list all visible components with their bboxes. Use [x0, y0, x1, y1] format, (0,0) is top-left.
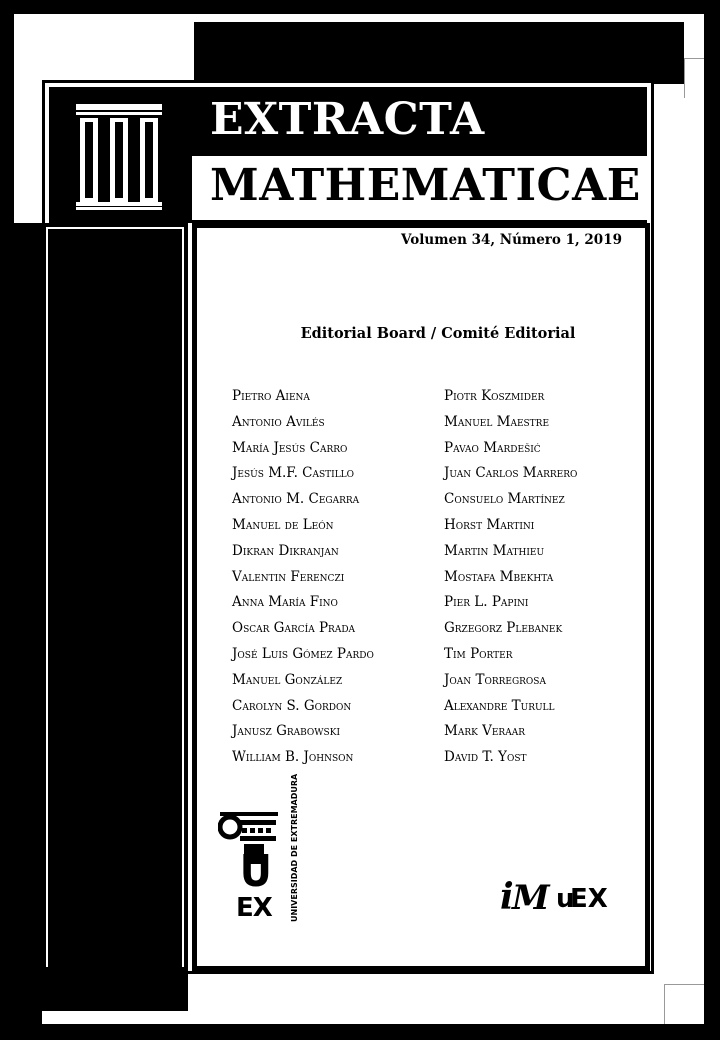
- uex-capital-icon: [218, 810, 280, 846]
- member-name: Juan Carlos Marrero: [444, 465, 578, 482]
- imuex-letter-u: u: [556, 884, 575, 914]
- member-name: Carolyn S. Gordon: [232, 697, 352, 714]
- member-name: Pier L. Papini: [444, 594, 529, 611]
- journal-cover: [14, 14, 704, 1024]
- member-name: Dikran Dikranjan: [232, 542, 339, 559]
- journal-title-line2: MATHEMATICAE: [210, 160, 641, 211]
- left-column-inner-border-l: [46, 227, 48, 967]
- member-name: Tim Porter: [444, 645, 513, 662]
- university-logo: [218, 773, 308, 926]
- crop-mark: [664, 984, 665, 1024]
- member-name: Manuel González: [232, 671, 343, 688]
- member-name: Anna María Fino: [232, 594, 338, 611]
- member-name: Pietro Aiena: [232, 388, 310, 404]
- member-name: Piotr Koszmider: [444, 388, 545, 404]
- member-name: María Jesús Carro: [232, 439, 348, 456]
- uex-letter-ex: EX: [236, 893, 272, 923]
- member-name: Alexandre Turull: [444, 697, 555, 714]
- top-black-band: [194, 22, 684, 84]
- left-sidebar: [14, 223, 42, 1024]
- imuex-letter-m: M: [512, 878, 550, 918]
- member-name: Antonio M. Cegarra: [232, 491, 360, 508]
- member-name: Janusz Grabowski: [232, 723, 340, 740]
- column-logo-icon: [74, 102, 164, 212]
- members-right-column: [444, 384, 577, 771]
- member-name: William B. Johnson: [232, 749, 354, 766]
- uex-letter-u: U: [239, 846, 272, 897]
- member-name: Consuelo Martínez: [444, 491, 565, 508]
- crop-mark: [684, 58, 704, 59]
- journal-title-line1: EXTRACTA: [210, 94, 485, 145]
- member-name: Mostafa Mbekhta: [444, 568, 554, 585]
- member-name: Pavao Mardešić: [444, 439, 541, 456]
- editorial-board-heading: Editorial Board / Comité Editorial: [300, 325, 576, 342]
- imuex-logo: [498, 874, 618, 924]
- left-column-fill: [50, 231, 180, 965]
- volume-info: Volumen 34, Número 1, 2019: [401, 232, 622, 248]
- uex-vertical-text: UNIVERSIDAD DE EXTREMADURA: [290, 773, 299, 922]
- member-name: Grzegorz Plebanek: [444, 620, 563, 637]
- member-name: David T. Yost: [444, 749, 527, 766]
- members-left-column: [232, 384, 374, 771]
- crop-mark: [684, 58, 685, 98]
- imuex-letter-i: i: [500, 876, 514, 918]
- member-name: Antonio Avilés: [232, 413, 325, 430]
- member-name: Jesús M.F. Castillo: [232, 465, 355, 482]
- member-name: Valentin Ferenczi: [232, 568, 345, 585]
- member-name: Manuel Maestre: [444, 413, 550, 430]
- member-name: Joan Torregrosa: [444, 671, 546, 688]
- member-name: José Luis Gómez Pardo: [232, 645, 374, 662]
- member-name: Horst Martini: [444, 516, 535, 533]
- crop-mark: [664, 984, 704, 985]
- member-name: Oscar García Prada: [232, 620, 356, 637]
- imuex-letters-ex: EX: [570, 884, 608, 914]
- member-name: Martin Mathieu: [444, 542, 545, 559]
- left-column-inner-border-r: [182, 227, 184, 967]
- left-column-inner-border: [46, 227, 184, 229]
- member-name: Manuel de León: [232, 516, 334, 533]
- member-name: Mark Veraar: [444, 723, 525, 740]
